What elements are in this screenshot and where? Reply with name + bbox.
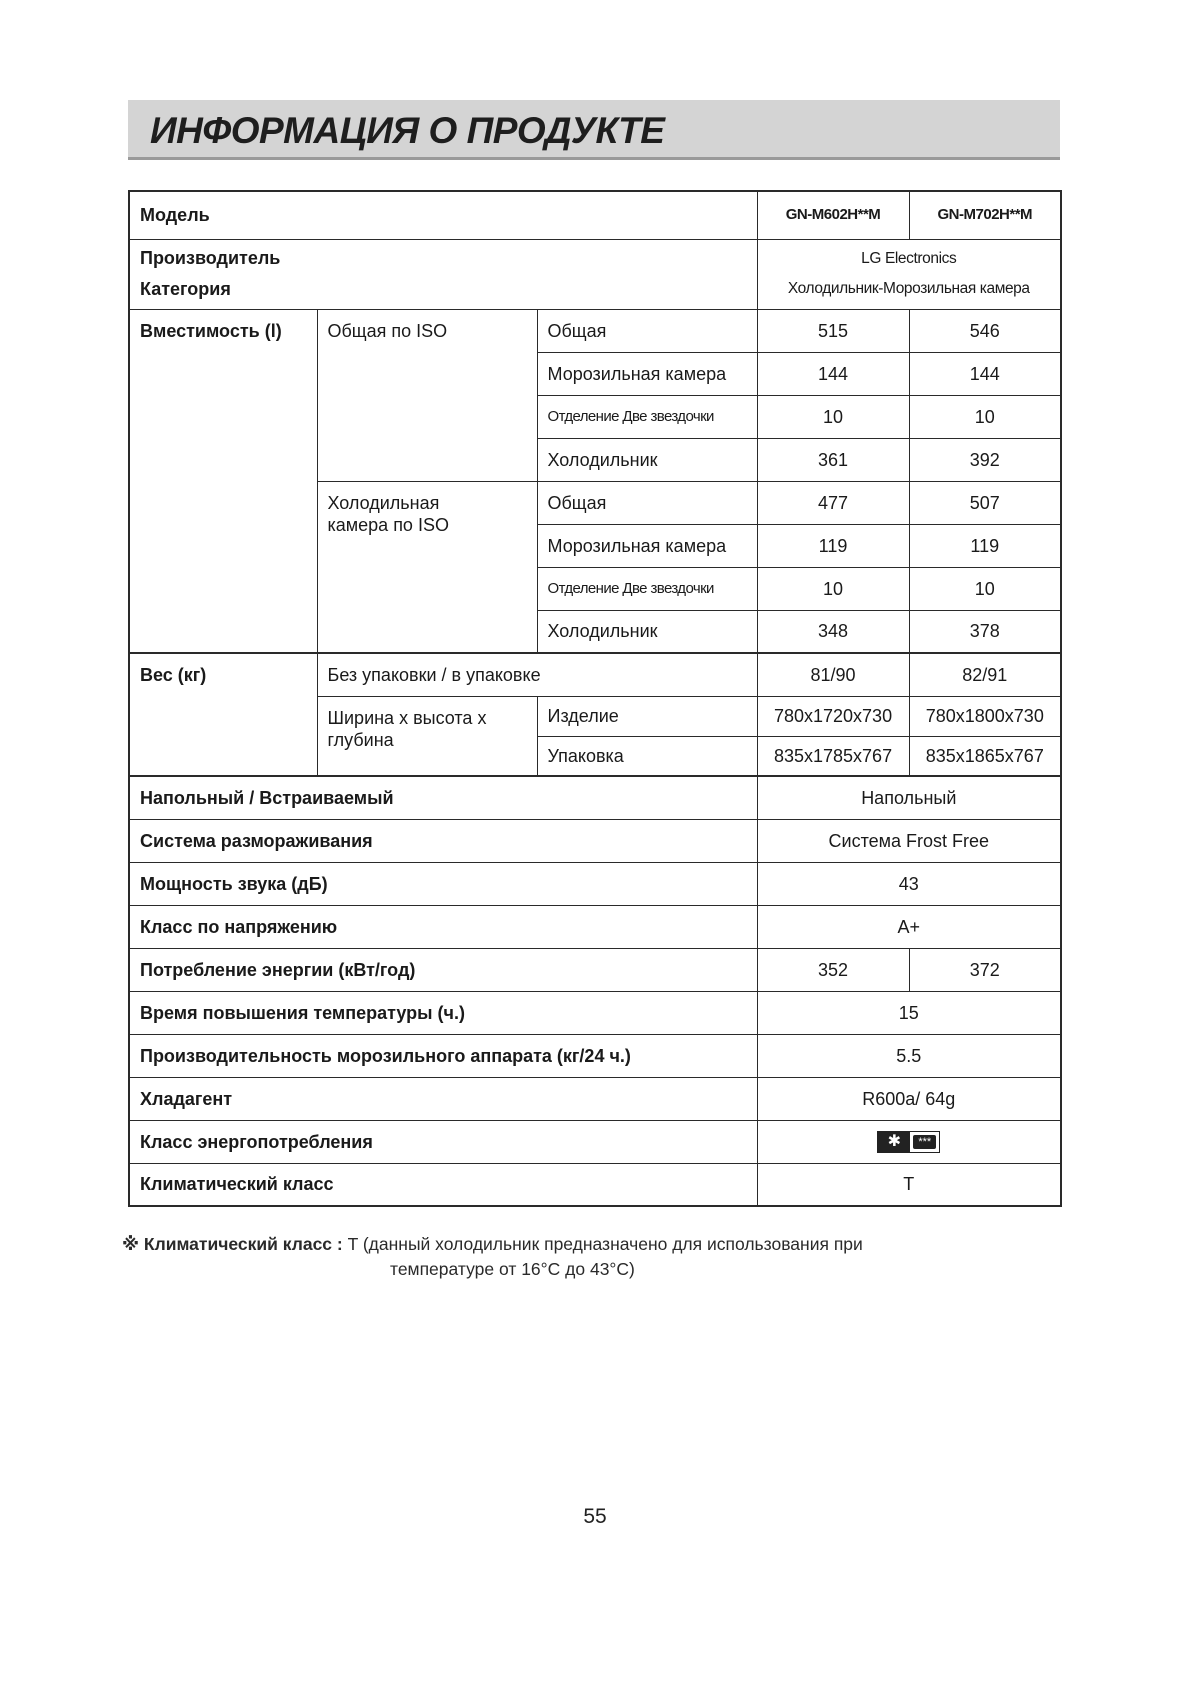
capacity-name: Общая: [537, 309, 757, 352]
capacity-name: Морозильная камера: [537, 352, 757, 395]
energy-consumption-value-2: 372: [909, 948, 1061, 991]
energy-consumption-row: [129, 948, 1061, 991]
energy-consumption-label: Потребление энергии (кВт/год): [129, 948, 757, 991]
capacity-value-2: 144: [909, 352, 1061, 395]
dims-package-value-2: 835x1865x767: [909, 736, 1061, 776]
spec-row: [129, 776, 1061, 819]
spec-value: 5.5: [757, 1034, 1061, 1077]
capacity-value-2: 10: [909, 395, 1061, 438]
capacity-name: Морозильная камера: [537, 524, 757, 567]
footnote: [122, 1232, 863, 1282]
weight-value-1: 81/90: [757, 653, 909, 696]
spec-row: [129, 905, 1061, 948]
capacity-value-2: 392: [909, 438, 1061, 481]
dims-product-label: Изделие: [537, 696, 757, 736]
spec-label: Мощность звука (дБ): [129, 862, 757, 905]
climate-value: T: [757, 1163, 1061, 1206]
capacity-value-1: 361: [757, 438, 909, 481]
spec-value: Напольный: [757, 776, 1061, 819]
capacity-value-2: 119: [909, 524, 1061, 567]
energy-class-value: [757, 1120, 1061, 1163]
dims-product-value-2: 780x1800x730: [909, 696, 1061, 736]
spec-label: Напольный / Встраиваемый: [129, 776, 757, 819]
snowflake-icon: ✱: [878, 1132, 910, 1152]
page-number: 55: [583, 1505, 607, 1528]
category-value: Холодильник-Морозильная камера: [787, 280, 1030, 297]
capacity-value-1: 348: [757, 610, 909, 653]
energy-consumption-value-1: 352: [757, 948, 909, 991]
model-row: [129, 191, 1061, 239]
spec-row: [129, 1077, 1061, 1120]
spec-row: [129, 1034, 1061, 1077]
manufacturer-label: Производитель: [140, 248, 281, 268]
capacity-name: Отделение Две звездочки: [537, 395, 757, 438]
capacity-row: [129, 309, 1061, 352]
title-bar: [128, 100, 1060, 160]
spec-label: Время повышения температуры (ч.): [129, 991, 757, 1034]
capacity-name: Общая: [537, 481, 757, 524]
spec-value: Система Frost Free: [757, 819, 1061, 862]
capacity-value-2: 10: [909, 567, 1061, 610]
capacity-value-1: 144: [757, 352, 909, 395]
capacity-value-1: 477: [757, 481, 909, 524]
energy-class-row: [129, 1120, 1061, 1163]
dims-package-label: Упаковка: [537, 736, 757, 776]
capacity-name: Отделение Две звездочки: [537, 567, 757, 610]
star-class: ***: [913, 1135, 936, 1149]
spec-label: Производительность морозильного аппарата (кг/24 ч.): [129, 1034, 757, 1077]
spec-row: [129, 862, 1061, 905]
spec-value: A+: [757, 905, 1061, 948]
capacity-name: Холодильник: [537, 438, 757, 481]
spec-label: Класс по напряжению: [129, 905, 757, 948]
spec-value: 43: [757, 862, 1061, 905]
capacity-value-2: 378: [909, 610, 1061, 653]
spec-label: Система размораживания: [129, 819, 757, 862]
iso-total-label: Общая по ISO: [317, 309, 537, 481]
capacity-value-2: 507: [909, 481, 1061, 524]
spec-row: [129, 819, 1061, 862]
spec-value: 15: [757, 991, 1061, 1034]
dims-package-value-1: 835x1785x767: [757, 736, 909, 776]
spec-table: [128, 190, 1062, 1207]
page-title: ИНФОРМАЦИЯ О ПРОДУКТЕ: [150, 110, 665, 151]
model-2: GN-M702H**M: [909, 191, 1061, 239]
weight-value-2: 82/91: [909, 653, 1061, 696]
manufacturer-row: [129, 239, 1061, 309]
footnote-label: Климатический класс :: [143, 1234, 343, 1254]
model-1: GN-M602H**M: [757, 191, 909, 239]
dims-product-value-1: 780x1720x730: [757, 696, 909, 736]
capacity-value-1: 10: [757, 567, 909, 610]
capacity-value-1: 119: [757, 524, 909, 567]
capacity-label: Вместимость (l): [129, 309, 317, 653]
weight-pack-label: Без упаковки / в упаковке: [317, 653, 757, 696]
manufacturer-category-value: [757, 239, 1061, 309]
weight-label: Вес (кг): [129, 653, 317, 776]
energy-class-label: Класс энергопотребления: [129, 1120, 757, 1163]
spec-row: [129, 991, 1061, 1034]
footnote-line1: T (данный холодильник предназначено для использования при: [347, 1234, 863, 1254]
spec-value: R600a/ 64g: [757, 1077, 1061, 1120]
capacity-value-1: 10: [757, 395, 909, 438]
dims-label: Ширина х высота х глубина: [317, 696, 537, 776]
weight-row: [129, 653, 1061, 696]
category-label: Категория: [140, 279, 231, 299]
model-label: Модель: [129, 191, 757, 239]
manufacturer-category-label: [129, 239, 757, 309]
footnote-mark: ※: [122, 1234, 140, 1254]
climate-label: Климатический класс: [129, 1163, 757, 1206]
footnote-line2: температуре от 16°C до 43°C): [390, 1259, 635, 1279]
freezer-star-rating-icon: [877, 1131, 940, 1153]
manufacturer-value: LG Electronics: [861, 250, 957, 267]
spec-label: Хладагент: [129, 1077, 757, 1120]
iso-fridge-label: Холодильная камера по ISO: [317, 481, 537, 653]
capacity-name: Холодильник: [537, 610, 757, 653]
capacity-value-2: 546: [909, 309, 1061, 352]
climate-row: [129, 1163, 1061, 1206]
capacity-value-1: 515: [757, 309, 909, 352]
